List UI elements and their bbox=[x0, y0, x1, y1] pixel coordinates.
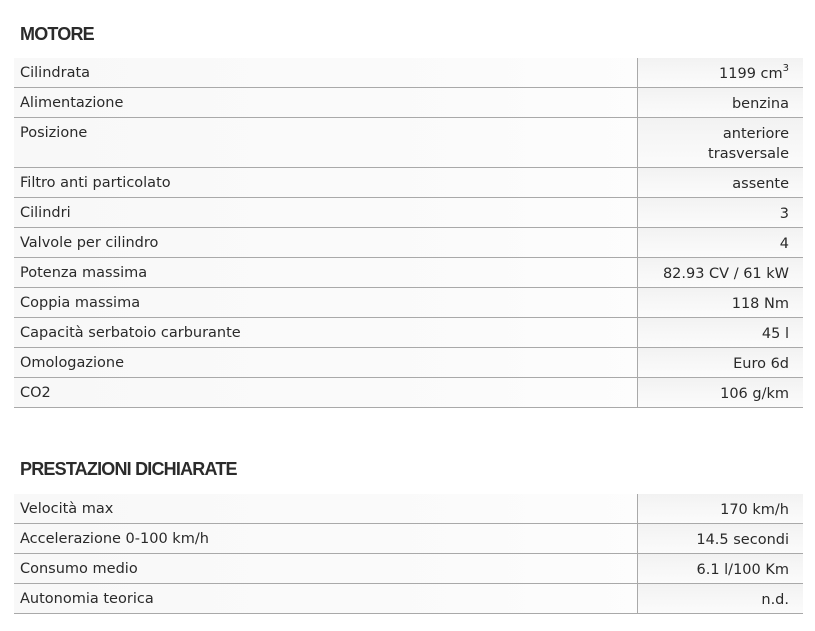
spec-row-filtro bbox=[14, 168, 803, 198]
spec-row-alimentazione bbox=[14, 88, 803, 118]
spec-value-line: anteriore bbox=[722, 126, 789, 142]
spec-value: 14.5 secondi bbox=[637, 524, 803, 553]
spec-label: Posizione bbox=[20, 125, 88, 141]
spec-row-omologazione bbox=[14, 348, 803, 378]
spec-row-autonomia bbox=[14, 584, 803, 614]
section-title-prestazioni: PRESTAZIONI DICHIARATE bbox=[20, 459, 237, 479]
spec-row-serbatoio bbox=[14, 318, 803, 348]
spec-value bbox=[637, 118, 803, 167]
spec-label: Filtro anti particolato bbox=[20, 175, 171, 191]
spec-value-superscript: 3 bbox=[782, 63, 789, 74]
spec-value: n.d. bbox=[637, 584, 803, 613]
spec-table-motore bbox=[14, 58, 803, 408]
spec-row-posizione bbox=[14, 118, 803, 168]
spec-label: Alimentazione bbox=[20, 95, 124, 111]
spec-value: 170 km/h bbox=[637, 494, 803, 523]
spec-value: 6.1 l/100 Km bbox=[637, 554, 803, 583]
spec-row-cilindri bbox=[14, 198, 803, 228]
spec-value-text: 1199 cm bbox=[719, 66, 783, 82]
spec-label: Velocità max bbox=[20, 501, 114, 517]
spec-value: assente bbox=[637, 168, 803, 197]
spec-value: 4 bbox=[637, 228, 803, 257]
spec-value: 45 l bbox=[637, 318, 803, 347]
spec-label: Cilindrata bbox=[20, 65, 91, 81]
spec-value: 118 Nm bbox=[637, 288, 803, 317]
spec-row-velocita bbox=[14, 494, 803, 524]
spec-value bbox=[637, 58, 803, 87]
spec-row-cilindrata bbox=[14, 58, 803, 88]
spec-label: Potenza massima bbox=[20, 265, 148, 281]
spec-row-potenza bbox=[14, 258, 803, 288]
spec-label: Omologazione bbox=[20, 355, 125, 371]
spec-table-prestazioni bbox=[14, 494, 803, 614]
spec-value: 106 g/km bbox=[637, 378, 803, 407]
spec-label: Accelerazione 0-100 km/h bbox=[20, 531, 209, 547]
spec-value: 3 bbox=[637, 198, 803, 227]
spec-row-coppia bbox=[14, 288, 803, 318]
spec-label: Coppia massima bbox=[20, 295, 141, 311]
spec-label: Valvole per cilindro bbox=[20, 235, 159, 251]
spec-label: Autonomia teorica bbox=[20, 591, 154, 607]
spec-label: Cilindri bbox=[20, 205, 71, 221]
spec-row-consumo bbox=[14, 554, 803, 584]
section-title-motore: MOTORE bbox=[20, 24, 94, 44]
spec-value-line: trasversale bbox=[708, 146, 789, 162]
spec-value: Euro 6d bbox=[637, 348, 803, 377]
spec-label: Capacità serbatoio carburante bbox=[20, 325, 241, 341]
spec-row-valvole bbox=[14, 228, 803, 258]
spec-label: Consumo medio bbox=[20, 561, 138, 577]
spec-value: benzina bbox=[637, 88, 803, 117]
spec-value: 82.93 CV / 61 kW bbox=[637, 258, 803, 287]
spec-label: CO2 bbox=[20, 385, 51, 401]
spec-row-co2 bbox=[14, 378, 803, 408]
spec-row-accelerazione bbox=[14, 524, 803, 554]
